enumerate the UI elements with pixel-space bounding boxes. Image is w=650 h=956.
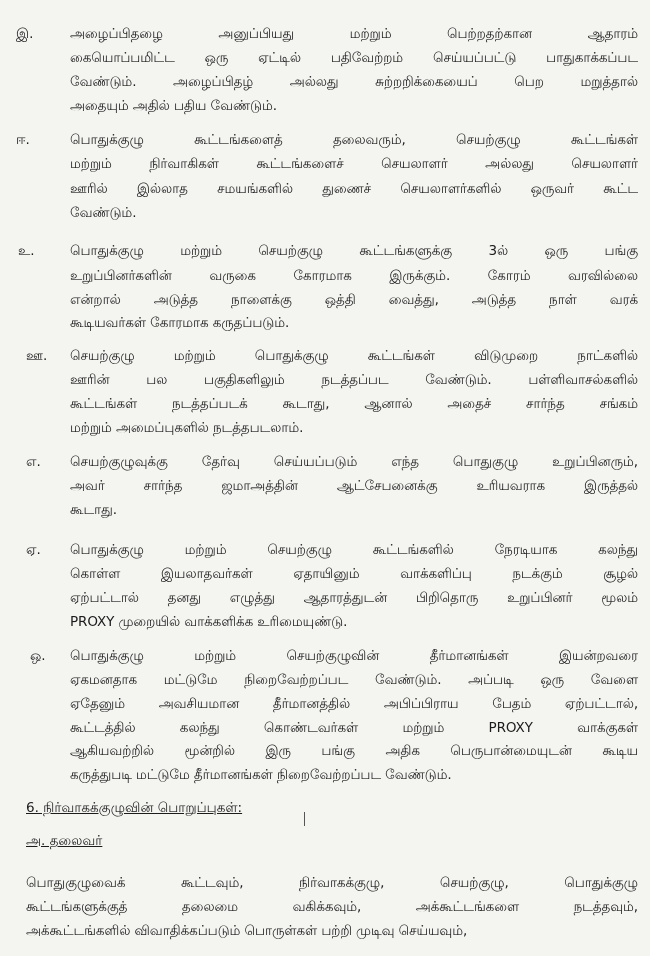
- paragraph-line: கையொப்பமிட்ட ஒரு ஏட்டில் பதிவேற்றம் செய்யப்பட்டு பாதுகாக்கப்பட: [70, 50, 638, 66]
- paragraph-line: வேண்டும்.: [70, 205, 137, 221]
- section-heading: 6. நிர்வாகக்குழுவின் பொறுப்புகள்:: [26, 800, 243, 816]
- paragraph-line: மற்றும் அமைப்புகளில் நடத்தபடலாம்.: [70, 420, 304, 436]
- paragraph-line: ஏதேனும் அவசியமான தீர்மானத்தில் அபிப்பிராய பேதம் ஏற்பட்டால்,: [70, 696, 639, 712]
- paragraph-line: மற்றும் நிர்வாகிகள் கூட்டங்களைச் செயலாளர் அல்லது செயலாளர்: [70, 156, 638, 172]
- paragraph-line: ஊரில் இல்லாத சமயங்களில் துணைச் செயலாளர்களில் ஒருவர் கூட்ட: [70, 181, 639, 197]
- paragraph-line: கூட்டத்தில் கலந்து கொண்டவர்கள் மற்றும் PROXY வாக்குகள்: [70, 720, 638, 736]
- paragraph-line: என்றால் அடுத்த நாளைக்கு ஒத்தி வைத்து, அடுத்த நாள் வரக்: [70, 292, 639, 308]
- paragraph-line: ஏற்பட்டால் தனது எழுத்து ஆதாரத்துடன் பிறிதொரு உறுப்பினர் மூலம்: [70, 590, 639, 606]
- paragraph-label: ஈ.: [16, 132, 30, 148]
- paragraph-label: எ.: [26, 454, 41, 470]
- paragraph-line: பொதுக்குழு மற்றும் செயற்குழு கூட்டங்களுக்கு 3ல் ஒரு பங்கு: [70, 243, 639, 259]
- paragraph-label: உ.: [18, 243, 35, 259]
- paragraph-line: அதையும் அதில் பதிய வேண்டும்.: [70, 98, 277, 114]
- paragraph-line: அழைப்பிதழை அனுப்பியது மற்றும் பெற்றதற்கான ஆதாரம்: [70, 26, 638, 42]
- paragraph-line: கூட்டங்களுக்குத் தலைமை வகிக்கவும், அக்கூட்டங்களை நடத்தவும்,: [26, 899, 638, 915]
- paragraph-line: உறுப்பினர்களின் வருகை கோரமாக இருக்கும். கோரம் வரவில்லை: [70, 268, 638, 284]
- paragraph-line: கூடியவர்கள் கோரமாக கருதப்படும்.: [70, 315, 290, 331]
- paragraph-line: PROXY முறையில் வாக்களிக்க உரிமையுண்டு.: [70, 614, 348, 630]
- paragraph-label: ஒ.: [30, 648, 46, 664]
- paragraph-line: வேண்டும். அழைப்பிதழ் அல்லது சுற்றறிக்கையைப் பெற மறுத்தால்: [70, 74, 639, 90]
- paragraph-line: பொதுக்குழு மற்றும் செயற்குழு கூட்டங்களில் நேரடியாக கலந்து: [70, 542, 638, 558]
- paragraph-line: செயற்குழு மற்றும் பொதுக்குழு கூட்டங்கள் விடுமுறை நாட்களில்: [70, 348, 638, 364]
- stray-mark: [304, 812, 305, 826]
- paragraph-line: கூட்டங்கள் நடத்தப்படக் கூடாது, ஆனால் அதைச் சார்ந்த சங்கம்: [70, 396, 638, 412]
- paragraph-line: பொதுகுழுவைக் கூட்டவும், நிர்வாகக்குழு, செயற்குழு, பொதுக்குழு: [26, 875, 639, 891]
- paragraph-line: கருத்துபடி மட்டுமே தீர்மானங்கள் நிறைவேற்றப்பட வேண்டும்.: [70, 767, 452, 783]
- paragraph-line: பொதுக்குழு கூட்டங்களைத் தலைவரும், செயற்குழு கூட்டங்கள்: [70, 132, 638, 148]
- paragraph-line: ஆகியவற்றில் மூன்றில் இரு பங்கு அதிக பெருபான்மையுடன் கூடிய: [70, 743, 638, 759]
- paragraph-label: ஊ.: [26, 348, 48, 364]
- paragraph-line: ஏகமனதாக மட்டுமே நிறைவேற்றப்பட வேண்டும். அப்படி ஒரு வேளை: [70, 672, 639, 688]
- paragraph-line: பொதுக்குழு மற்றும் செயற்குழுவின் தீர்மானங்கள் இயன்றவரை: [70, 648, 639, 664]
- paragraph-line: அக்கூட்டங்களில் விவாதிக்கப்படும் பொருள்கள் பற்றி முடிவு செய்யவும்,: [26, 923, 468, 939]
- subheading: அ. தலைவர்: [26, 833, 103, 849]
- paragraph-line: அவர் சார்ந்த ஜமாஅத்தின் ஆட்சேபனைக்கு உரியவராக இருத்தல்: [70, 478, 638, 494]
- paragraph-line: செயற்குழுவுக்கு தேர்வு செய்யப்படும் எந்த பொதுகுழு உறுப்பினரும்,: [70, 454, 638, 470]
- paragraph-line: கொள்ள இயலாதவர்கள் ஏதாயினும் வாக்களிப்பு நடக்கும் சூழல்: [70, 566, 638, 582]
- paragraph-line: ஊரின் பல பகுதிகளிலும் நடத்தப்பட வேண்டும். பள்ளிவாசல்களில்: [70, 372, 639, 388]
- paragraph-line: கூடாது.: [70, 502, 117, 518]
- paragraph-label: ஏ.: [26, 542, 41, 558]
- paragraph-label: இ.: [16, 26, 34, 42]
